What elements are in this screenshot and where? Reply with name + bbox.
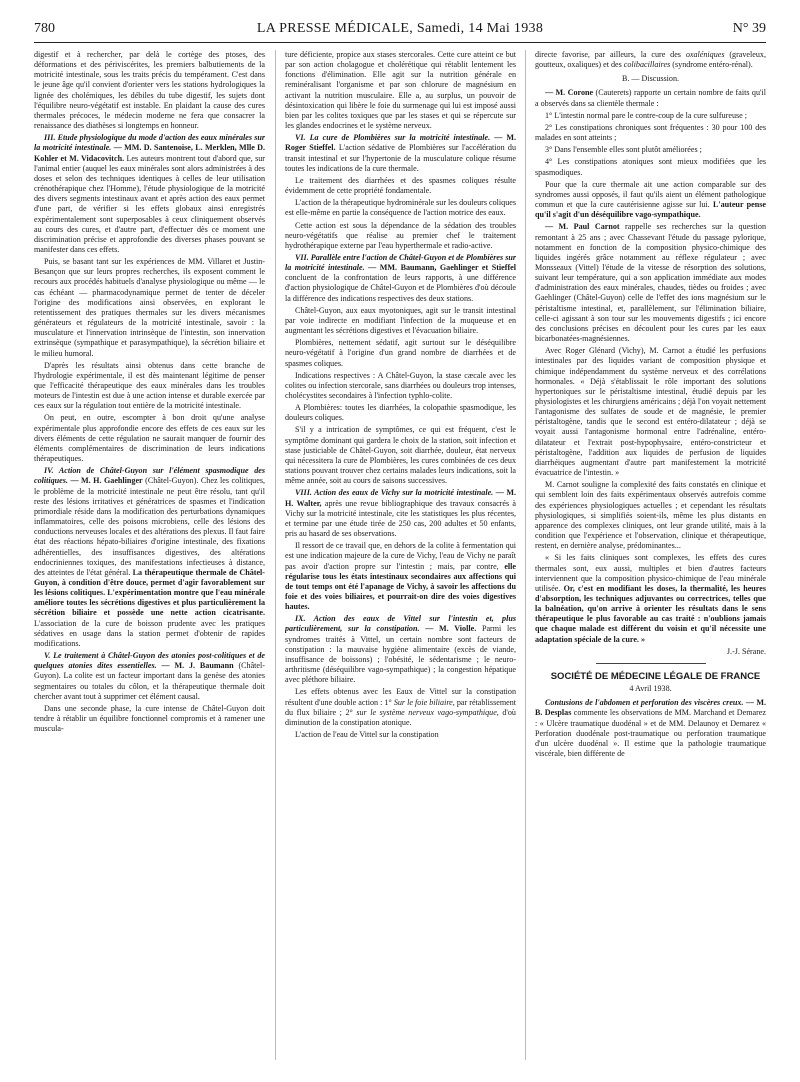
section-body: concluent de la confrontation de leurs rapports, à une différence d'action physiologique de Châtel-Guyon et de Plombières d'où découle la différence des indications respectives des deux stations. xyxy=(285,273,516,303)
paragraph-text: par rétablissement du flux biliaire ; 2° xyxy=(285,697,516,717)
paragraph xyxy=(535,553,766,644)
section-v xyxy=(34,651,265,702)
section-title: VII. Parallèle entre l'action de Châtel-Guyon et de Plombières sur la motricité intestinale. xyxy=(285,252,516,273)
paragraph xyxy=(285,687,516,728)
list-item: 1° L'intestin normal pare le contre-coup de la cure sulfureuse ; xyxy=(545,110,748,120)
section-body: L'action sédative de Plombières sur l'accélération du transit intestinal et sur l'hypertonie de la musculature colique résume toutes les indications de la cure thermale. xyxy=(285,143,516,173)
session-date: 4 Avril 1938. xyxy=(629,684,672,694)
section-body: Les auteurs montrent tout d'abord que, sur l'animal entier (auquel les eaux minérales sont alors administrées à des doses et selon des techniques identiques à celles de leur utilisation crénothérapique chez l'Homme), l'étude physiologique de la motricité des divers segments intestinaux avant et après action des eaux permet d'une part, de vérifier si les effets globaux ainsi enregistrés expérimentalement sont superposables à ceux cliniquement observés au cours des cures, et d'autre part, d'effectuer dès ce moment une discrimination précise et approfondie des diverses phases pouvant se manifester dans ces effets. xyxy=(34,153,265,254)
paragraph: S'il y a intrication de symptômes, ce qui est fréquent, c'est le symptôme dominant qui gardera le choix de la station, soit infection et stase justiciable de Châtel-Guyon, soit diarrhée, douleur, état nerveux qui nécessitera la cure de Plombières, les cures combinées de ces deux stations pouvant trouver chez certains malades leurs indications, soit la même année, soit au cours de saisons successives. xyxy=(285,425,516,486)
section-title: IX. Action des eaux de Vittel sur l'intestin et, plus particulièrement, sur la constipation. xyxy=(285,614,516,634)
list-item: 2° Les constipations chroniques sont fréquentes : 30 pour 100 des malades en sont atteints ; xyxy=(535,122,766,143)
paragraph: ture déficiente, propice aux stases stercorales. Cette cure atteint ce but par son action cholagogue et cholérétique qui rétablit lentement les fonctions d'élimination. Elle agit sur la nutrition générale en reminéralisant l'organisme et par son chlorure de magnésium en activant la nutrition musculaire. Elle a, au surplus, un pouvoir de désintoxication qui libère le foie du surmenage qui lui est imposé aussi bien par les colites toxiques que par les stases et qui se répercute sur les glandes endocrines et le système nerveux. xyxy=(285,50,516,131)
paragraph-emphasis: Or, c'est en modifiant les doses, la thermalité, les heures d'absorption, les techniques adjuvantes ou correctrices, telles que la balnéation, qu'on arrive à orienter les résultats dans le sens thérapeutique le plus favorable au cas traité : n'oublions jamais que chaque malade est différent du voisin et qu'il nécessite une adaptation spéciale de la cure. » xyxy=(535,583,766,644)
paragraph: On peut, en outre, escompter à bon droit qu'une analyse expérimentale plus approfondie encore des effets de ces eaux sur les divers éléments de cette régulation ne saurait manquer de fournir des éléments complémentaires de discrimination de leurs indications thérapeutiques. xyxy=(34,413,265,464)
section-iv xyxy=(34,466,265,649)
paragraph: Avec Roger Glénard (Vichy), M. Carnot a étudié les perfusions intestinales par des liquides variant de composition physique et chimique indépendamment du système nerveux et des corrélations hormonales. « Déjà s'établissait le rôle important des solutions hypertoniques sur le péristaltisme intestinal, étudié depuis par les physiologistes et les chirurgiens américains ; déjà l'on voyait nettement l'antagonisme des sulfates de soude et de magnésie, le premier péristaltogène, tandis que le second est entéro-dilatateur ; déjà se voyait aussi l'antagonisme hormonal entre l'adrénaline, entéro-dilatateur et l'extrait post-hypophysaire, entéro-constricteur et péristaltogène, l'addition aux liquides de perfusion de liquides diarrhéiques augmentant d'autre part manifestement la motricité évacuatrice de l'intestin. » xyxy=(535,346,766,478)
paragraph-text: Pour que la cure thermale ait une action comparable sur des syndromes aussi opposés, il faut qu'ils aient un élément pathologique commun et que la cure cautérisienne agisse sur lui. xyxy=(535,179,766,210)
section-body: commente les observations de MM. Marchand et Demarez : « Ulcère traumatique duodénal » et de MM. Delaunoy et Demarez « Perforation duodénale post-traumatique ou perforation traumatique d'un ulcère duodénal ». Il estime que la pathologie traumatique viscérale, bien différente de xyxy=(535,708,766,758)
paragraph: M. Carnot souligne la complexité des faits constatés en clinique et qui semblent loin des faits expérimentaux observés autrefois comme des expériences physiologiques actuelles ; et cependant les résultats physiologiques, si simplifiés soient-ils, même les plus distants en apparence des complexes cliniques, ont leur grande utilité, mais à la condition que l'expérience et l'observation, clinique et thérapeutique, restent, en dernière analyse, prédominantes... xyxy=(535,480,766,551)
paragraph-italic: oxaléniques xyxy=(685,50,725,59)
paragraph-text: (syndrome entéro-rénal). xyxy=(672,60,753,70)
paragraph: Châtel-Guyon, aux eaux myotoniques, agit sur le transit intestinal par voie indirecte en modifiant l'infection de la muqueuse et en augmentant les sécrétions digestives et l'évacuation biliaire. xyxy=(285,305,516,336)
list-item: 3° Dans l'ensemble elles sont plutôt améliorées ; xyxy=(545,145,702,155)
paragraph-italic: colibacillaires xyxy=(623,60,671,70)
signature: J.-J. Sérane. xyxy=(726,646,766,656)
section-title: VI. La cure de Plombières sur la motricité intestinale. xyxy=(295,133,491,143)
paragraph: Cette action est sous la dépendance de la sédation des troubles neuro-végétatifs que réalise au premier chef le traitement hydrothérapique externe par l'eau hyperthermale et radio-active. xyxy=(285,220,516,250)
section-authors: — M. Violle. xyxy=(425,624,477,634)
section-viii xyxy=(285,488,516,539)
section-title: Contusions de l'abdomen et perforation des viscères creux. xyxy=(545,698,744,708)
section-authors: — M. Roger Stieffel. xyxy=(285,133,516,153)
header-rule xyxy=(34,42,766,43)
journal-title: LA PRESSE MÉDICALE, Samedi, 14 Mai 1938 xyxy=(256,21,544,36)
paragraph-italic: sur le système nerveux vago-sympathique, xyxy=(356,707,499,717)
paragraph-text: directe favorise, par ailleurs, la cure des xyxy=(535,50,681,59)
paragraph: L'action de la thérapeutique hydrominérale sur les douleurs coliques est elle-même en partie la conséquence de l'action motrice des eaux. xyxy=(285,198,516,218)
section-ix xyxy=(285,614,516,685)
paragraph: Dans une seconde phase, la cure intense de Châtel-Guyon doit tendre à rétablir un équilibre fonctionnel compromis et à ramener une muscula- xyxy=(34,703,265,734)
paragraph: Puis, se basant tant sur les expériences de MM. Villaret et Justin-Besançon que sur leurs propres recherches, ils exposent comment le recours aux procédés habituels d'analyse physiologique ou même — le cas échéant — pharmacodynamique permet de tenter de déceler l'origine des modifications ainsi observées, en explorant le retentissement des pratiques thermales sur les divers mécanismes générateurs et régulateurs de la motricité intestinale, savoir : la musculature et l'innervation intrinsèque de l'intestin, son innervation extrinsèque (sympathique et parasympathique), la sécrétion biliaire et le milieu humoral. xyxy=(34,257,265,358)
paragraph: A Plombières: toutes les diarrhées, la colopathie spasmodique, les douleurs coliques. xyxy=(285,403,516,423)
running-header xyxy=(34,20,766,38)
section-divider xyxy=(596,663,706,664)
speaker-name: — M. Paul Carnot xyxy=(545,222,620,232)
section-body: Parmi les syndromes traités à Vittel, un certain nombre sont facteurs de constipation : la mauvaise hygiène alimentaire (excès de viande, insuffisance de boissons) ; l'obésité, le sédentarisme ; le neuro-arthritisme (déséquilibre vago-sympathique) ; la congestion hépatique avec pléthore biliaire. xyxy=(285,624,516,685)
column-1 xyxy=(34,50,265,1060)
article-columns xyxy=(34,50,766,1060)
paragraph: digestif et à rechercher, par delà le cortège des ptoses, des déformations et des périviscérites, les premiers balbutiements de la motricité intestinale, sous les traits précis du tempérament. C'est dans le jeune âge qu'il convient d'orienter vers les stations hydrologiques la lignée des cholémiques, les débiles du tube digestif, les sujets dont l'équilibre neuro-végétatif est instable. En plaidant la cause des cures thermales précoces, le médecin moderne ne fera que consacrer la renaissance des diathèses si longtemps en honneur. xyxy=(34,50,265,131)
section-title: VIII. Action des eaux de Vichy sur la motricité intestinale. xyxy=(295,488,494,498)
paragraph xyxy=(285,541,516,612)
section-authors: — MM. Baumann, Gaehlinger et Stieffel xyxy=(368,263,516,273)
section-title: V. Le traitement à Châtel-Guyon des atonies post-colitiques et de quelques atonies dites essentielles. xyxy=(34,651,265,671)
section-body: (Châtel-Guyon). Chez les colitiques, le problème de la motricité intestinale ne peut être résolu, tant qu'il reste des lésions irritatives et génératrices de spasmes et l'indication primordiale réside dans la modification des perturbations dynamiques inflammatoires, celle des poisons microbiens, celle des lésions des conductions nerveuses locales et des altérations des plexus. Il faut faire état des réactions hépato-biliaires d'origine intestinale, des fixations adhérentielles, des insuffisances digestives, des altérations endocriniennes toxiques, des manifestations infectieuses à distance, des atteintes de l'état général. xyxy=(34,476,265,577)
speaker-name: — M. Corone xyxy=(545,88,594,98)
discussion-body: rappelle ses recherches sur la question remontant à 25 ans ; avec Chassevant l'étude du passage pylorique, notamment en fonction de la composition physico-chimique des liquides ingérés grâce notamment au réflexe régulateur ; avec Monsseaux (Vittel) l'étude de la vitesse de résorption des solutions, suivant leur température, qui a son application immédiate aux modes d'administration des eaux minérales, chaudes, tièdes ou froides ; avec Gaehlinger (Châtel-Guyon) celle de l'effet des ions magnésium sur le péristaltisme intestinal, et, parallèlement, sur l'élimination biliaire, celle-ci agissant à son tour sur les mouvements digestifs ; ici encore des conclusions précises en découlent pour les cures par les eaux bicarbonatées-magnésiennes. xyxy=(535,222,766,344)
discussion-body: (Cauterets) rapporte un certain nombre de faits qu'il a observés dans sa clientèle thermale : xyxy=(535,88,766,108)
list-item: 4° Les constipations atoniques sont mieux modifiées que les spasmodiques. xyxy=(535,157,766,177)
paragraph: D'après les résultats ainsi obtenus dans cette branche de l'hydrologie expérimentale, il est dès maintenant légitime de penser que l'efficacité thérapeutique des eaux minérales dans les troubles moteurs de l'intestin est due à une action intense et durable exercée par ces eaux sur la régulation tout entière de la motricité intestinale. xyxy=(34,360,265,411)
section-authors: — M. H. Walter, xyxy=(285,488,516,508)
section-title: III. Etude physiologique du mode d'action des eaux minérales sur la motricité intestinale. xyxy=(34,133,265,153)
section-emphasis: La thérapeutique thermale de Châtel-Guyon, à condition d'être douce, permet d'agir favorablement sur les lésions colitiques. L'expérimentation montre que l'eau minérale améliore toutes les sécrétions digestives et plus particulièrement la sécrétion biliaire et possède une nette action cicatrisante. xyxy=(34,567,265,618)
section-authors: — M. B. Desplas xyxy=(535,698,766,718)
section-authors: — M. J. Baumann xyxy=(161,661,234,671)
paragraph-italic: Sur le foie biliaire, xyxy=(393,697,455,707)
column-3 xyxy=(535,50,766,1060)
paragraph: Plombières, nettement sédatif, agit surtout sur le déséquilibre neuro-végétatif à l'origine d'un grand nombre de diarrhées et de spasmes coliques. xyxy=(285,338,516,368)
section-vii xyxy=(285,253,516,304)
paragraph xyxy=(535,180,766,221)
column-divider xyxy=(525,50,526,1060)
column-2 xyxy=(285,50,516,1060)
paragraph-emphasis: L'auteur pense qu'il s'agit d'un déséquilibre vago-sympathique. xyxy=(535,200,766,220)
page-number: 780 xyxy=(34,21,55,36)
section-body: L'association de la cure de boisson prudente avec les pratiques sédatives en usage dans la station permet d'obtenir de rapides modifications. xyxy=(34,618,265,648)
section-authors: — M. H. Gaehlinger xyxy=(70,476,143,486)
section-body: (Châtel-Guyon). La colite est un facteur important dans la genèse des atonies segmentaires ou totales du côlon, et la thérapeutique thermale doit chercher avant tout à supprimer cet élément causal. xyxy=(34,661,265,701)
issue-number: N° 39 xyxy=(732,21,766,36)
discussion-carnot xyxy=(535,222,766,344)
paragraph-emphasis: elle régularise tous les états intestinaux secondaires aux affections qui de tout temps ont été l'apanage de Vichy, à savoir les affections du foie et des voies biliaires, et pourrait-on dire des voies digestives hautes. xyxy=(285,561,516,612)
paragraph-text: Il ressort de ce travail que, en dehors de la colite à fermentation qui est une indication majeure de la cure de Vichy, l'eau de Vichy ne paraît pas avoir d'action propre sur l'intestin ; mais, par contre, xyxy=(285,541,516,571)
paragraph-text: Les effets obtenus avec les Eaux de Vittel sur la constipation résultent d'une double action : 1° xyxy=(285,687,516,707)
section-authors: — MM. D. Santenoise, L. Merklen, Mlle D. Kohler et M. Vidacovitch. xyxy=(34,143,265,163)
paragraph-text: (graveleux, goutteux, oxaliques) et des xyxy=(535,50,766,70)
section-title: IV. Action de Châtel-Guyon sur l'élément spasmodique des colitiques. xyxy=(34,466,265,486)
paragraph-text: « Si les faits cliniques sont complexes, les effets des cures thermales sont, eux aussi, multiples et bien d'autres facteurs interviennent que la composition physico-chimique de l'eau minérale utilisée. xyxy=(535,553,766,593)
paragraph: L'action de l'eau de Vittel sur la constipation xyxy=(295,730,439,739)
communication xyxy=(535,698,766,759)
discussion-corone xyxy=(535,88,766,108)
paragraph-text: d'où diminution de la constipation atonique. xyxy=(285,707,516,727)
section-body: après une revue bibliographique des travaux consacrés à Vichy sur la motricité intestinale, cite les statistiques les plus récentes, et termine par une étude tirée de 250 cas, 200 adultes et 50 enfants, pris au hasard de ses observations. xyxy=(285,498,516,539)
paragraph: Indications respectives : A Châtel-Guyon, la stase cæcale avec les colites ou infection stercorale, sans diarrhées ou douleurs trop intenses, cholécystites secondaires à l'infection typhlo-colite. xyxy=(285,370,516,400)
column-divider xyxy=(275,50,276,1060)
section-iii xyxy=(34,133,265,255)
discussion-heading: B. — Discussion. xyxy=(621,74,680,84)
paragraph: Le traitement des diarrhées et des spasmes coliques résulte évidemment de cette propriété fondamentale. xyxy=(285,175,516,196)
section-vi xyxy=(285,133,516,174)
paragraph xyxy=(535,50,766,70)
society-heading: SOCIÉTÉ DE MÉDECINE LÉGALE DE FRANCE xyxy=(550,670,761,682)
